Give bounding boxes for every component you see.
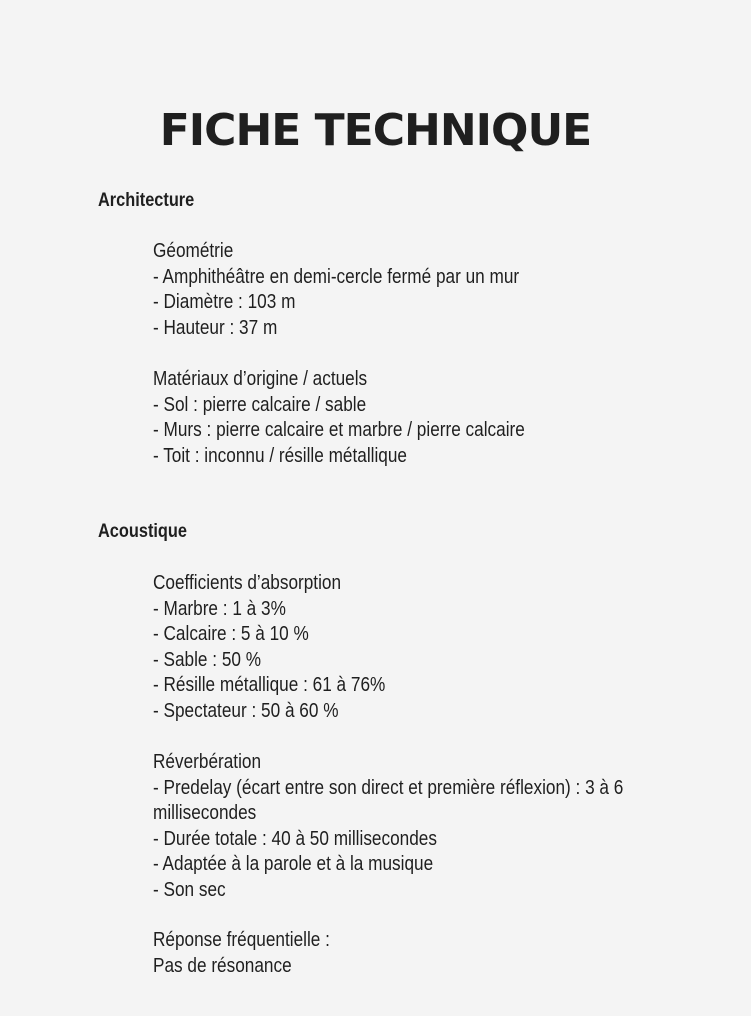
materials-line: - Toit : inconnu / résille métallique <box>153 444 407 467</box>
absorption-line: - Spectateur : 50 à 60 % <box>153 699 339 722</box>
reverberation-block <box>153 750 751 904</box>
reverberation-line: - Durée totale : 40 à 50 millisecondes <box>153 827 437 850</box>
reverberation-line: - Son sec <box>153 878 226 901</box>
geometry-line: - Amphithéâtre en demi-cercle fermé par un mur <box>153 265 520 288</box>
block-heading-materials: Matériaux d’origine / actuels <box>153 368 368 390</box>
frequency-response-block <box>153 928 751 979</box>
reverberation-line: millisecondes <box>153 802 257 825</box>
geometry-line: - Diamètre : 103 m <box>153 291 296 314</box>
frequency-response-line: Pas de résonance <box>153 954 292 977</box>
geometry-line: - Hauteur : 37 m <box>153 316 278 339</box>
absorption-block <box>153 571 751 725</box>
absorption-line: - Résille métallique : 61 à 76% <box>153 674 386 697</box>
block-heading-geometry: Géométrie <box>153 240 234 262</box>
absorption-line: - Sable : 50 % <box>153 648 262 671</box>
block-heading-reverberation: Réverbération <box>153 751 262 773</box>
reverberation-line: - Adaptée à la parole et à la musique <box>153 853 434 876</box>
section-heading-architecture: Architecture <box>98 190 195 211</box>
block-heading-absorption: Coefficients d’absorption <box>153 572 342 594</box>
materials-block <box>153 367 751 469</box>
materials-line: - Murs : pierre calcaire et marbre / pierre calcaire <box>153 419 525 442</box>
reverberation-line: - Predelay (écart entre son direct et première réflexion) : 3 à 6 <box>153 776 624 799</box>
geometry-block <box>153 239 751 341</box>
page-title: FICHE TECHNIQUE <box>159 105 592 156</box>
materials-line: - Sol : pierre calcaire / sable <box>153 393 367 416</box>
section-heading-acoustique: Acoustique <box>98 521 187 542</box>
absorption-line: - Calcaire : 5 à 10 % <box>153 623 309 646</box>
block-heading-frequency-response: Réponse fréquentielle : <box>153 929 330 951</box>
absorption-line: - Marbre : 1 à 3% <box>153 597 286 620</box>
